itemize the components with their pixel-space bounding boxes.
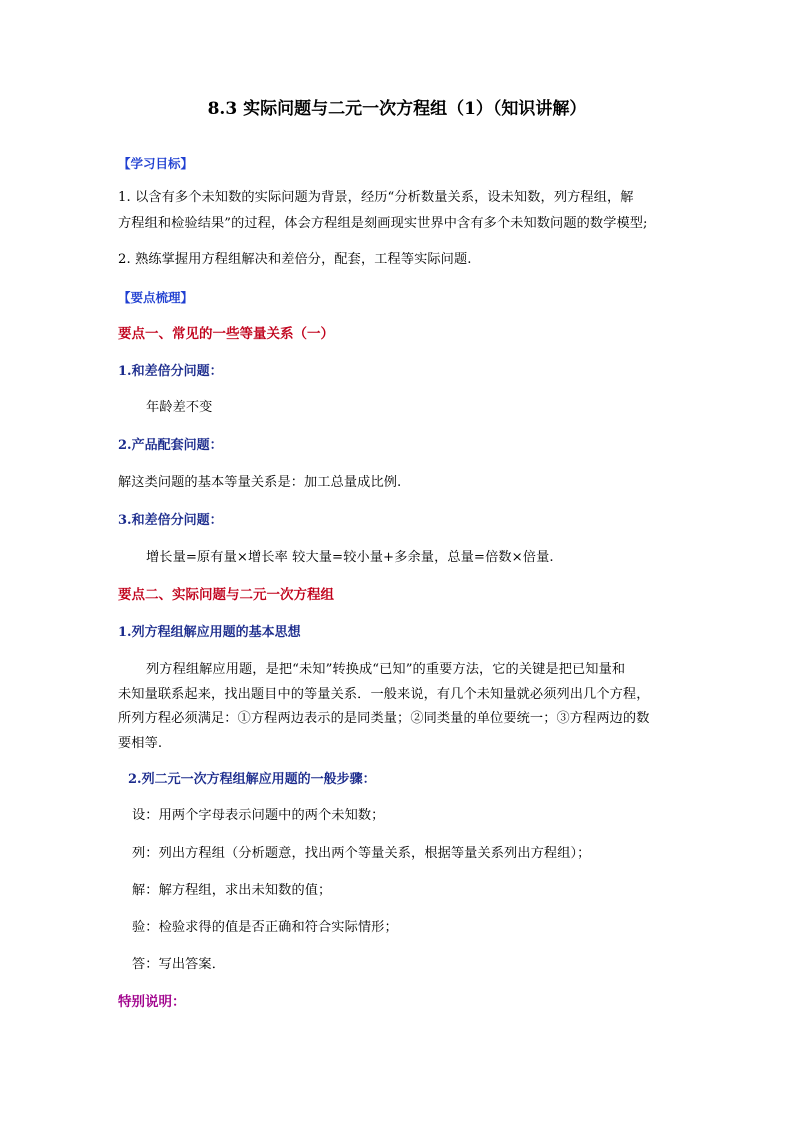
goal-1-line-2: 方程组和检验结果”的过程，体会方程组是刻画现实世界中含有多个未知数问题的数学模型; xyxy=(118,216,648,231)
step-answer: 答：写出答案． xyxy=(132,957,226,972)
page-title: 8.3 实际问题与二元一次方程组（1）（知识讲解） xyxy=(207,99,587,119)
special-note-heading: 特别说明： xyxy=(118,994,186,1010)
point-2-subheading-2: 2.列二元一次方程组解应用题的一般步骤： xyxy=(128,772,376,787)
point-2-heading: 要点二、实际问题与二元一次方程组 xyxy=(118,587,334,603)
point-1-text-2: 解这类问题的基本等量关系是：加工总量成比例. xyxy=(118,475,402,490)
point-1-subheading-1: 1.和差倍分问题： xyxy=(118,364,223,379)
point-2-paragraph-line-4: 要相等. xyxy=(118,736,163,751)
learning-goals-header: 【学习目标】 xyxy=(118,156,194,171)
point-2-subheading-1: 1.列方程组解应用题的基本思想 xyxy=(118,625,301,640)
goal-1-line-1: 1. 以含有多个未知数的实际问题为背景，经历“分析数量关系，设未知数，列方程组，解 xyxy=(118,190,634,205)
step-verify: 验：检验求得的值是否正确和符合实际情形； xyxy=(132,920,398,935)
point-2-paragraph-line-3: 所列方程必须满足：①方程两边表示的是同类量；②同类量的单位要统一；③方程两边的数 xyxy=(118,711,650,726)
goal-2: 2. 熟练掌握用方程组解决和差倍分，配套，工程等实际问题. xyxy=(118,252,472,267)
step-solve: 解：解方程组，求出未知数的值； xyxy=(132,883,332,898)
point-2-paragraph-line-2: 未知量联系起来，找出题目中的等量关系．一般来说，有几个未知量就必须列出几个方程， xyxy=(118,687,650,702)
step-set: 设：用两个字母表示问题中的两个未知数； xyxy=(132,808,385,823)
point-1-text-3: 增长量=原有量×增长率 较大量=较小量+多余量，总量=倍数×倍量. xyxy=(146,550,554,565)
point-1-subheading-3: 3.和差倍分问题： xyxy=(118,513,223,528)
point-2-paragraph-line-1: 列方程组解应用题，是把“未知”转换成“已知”的重要方法，它的关键是把已知量和 xyxy=(146,662,626,677)
step-list: 列：列出方程组（分析题意，找出两个等量关系，根据等量关系列出方程组）； xyxy=(132,846,591,861)
key-points-header: 【要点梳理】 xyxy=(118,290,194,305)
point-1-text-1: 年龄差不变 xyxy=(146,400,213,415)
point-1-heading: 要点一、常见的一些等量关系（一） xyxy=(118,326,334,342)
point-1-subheading-2: 2.产品配套问题： xyxy=(118,438,223,453)
